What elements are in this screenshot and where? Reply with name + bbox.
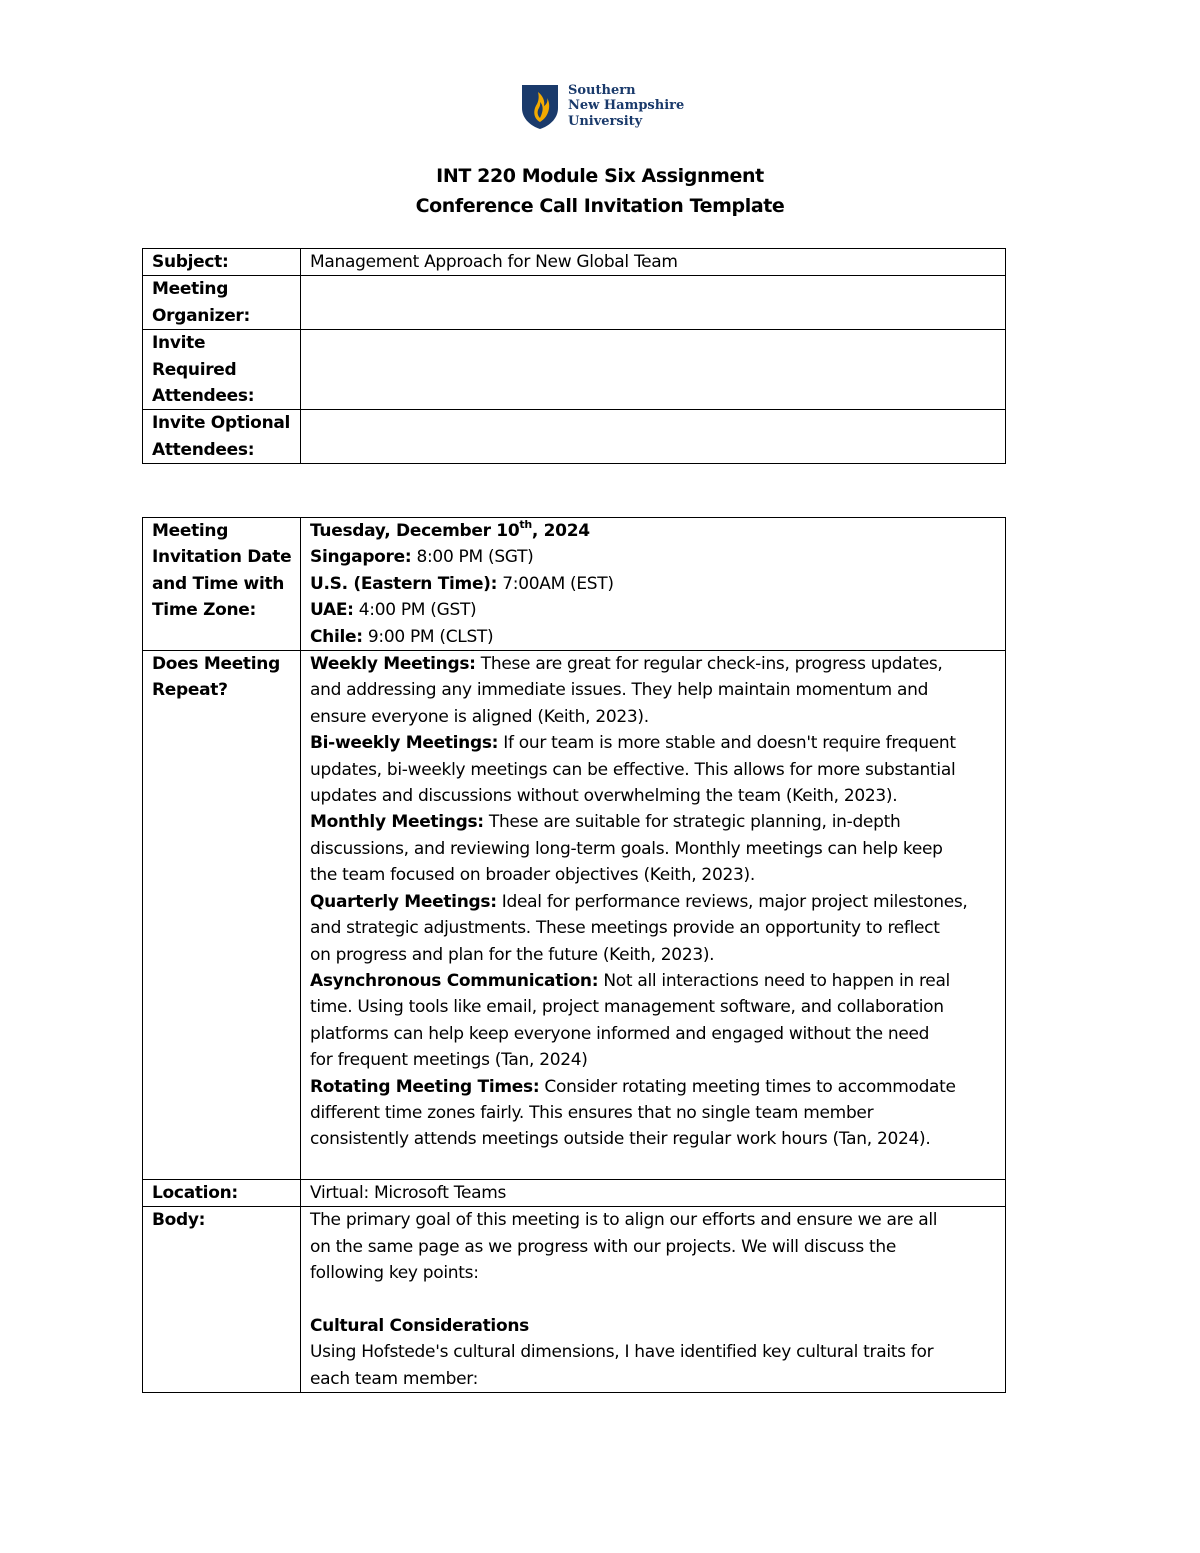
optional-attendees-label: Invite Optional Attendees: bbox=[143, 410, 301, 464]
logo-line-2: New Hampshire bbox=[568, 98, 685, 114]
repeat-field[interactable] bbox=[301, 651, 1006, 1180]
meeting-date: Tuesday, December 10th, 2024 bbox=[310, 518, 590, 541]
required-attendees-label: Invite Required Attendees: bbox=[143, 330, 301, 410]
required-attendees-field[interactable] bbox=[301, 330, 1006, 410]
subject-field[interactable]: Management Approach for New Global Team bbox=[301, 249, 1006, 276]
organizer-label: Meeting Organizer: bbox=[143, 276, 301, 330]
meeting-details-table bbox=[142, 517, 1006, 1393]
document-title: INT 220 Module Six Assignment bbox=[436, 165, 764, 187]
subject-row bbox=[143, 249, 1006, 276]
subject-label: Subject: bbox=[143, 249, 301, 276]
document-subtitle: Conference Call Invitation Template bbox=[415, 195, 785, 217]
logo-line-3: University bbox=[568, 113, 643, 129]
required-attendees-row bbox=[143, 330, 1006, 410]
time-us-eastern: U.S. (Eastern Time): 7:00AM (EST) bbox=[310, 573, 614, 594]
university-logo bbox=[520, 82, 684, 130]
body-label: Body: bbox=[143, 1207, 301, 1393]
location-row bbox=[143, 1179, 1006, 1206]
logo-line-1: Southern bbox=[568, 82, 636, 98]
optional-attendees-row bbox=[143, 410, 1006, 464]
repeat-item-rotating: Rotating Meeting Times: Consider rotating meeting times to accommodate different time zones fairly. This ensures that no single team member consistently attends meetings outside their regular work hours (Tan, 2024). bbox=[310, 1076, 956, 1150]
flame-shield-icon bbox=[520, 82, 560, 130]
cultural-considerations-heading: Cultural Considerations bbox=[310, 1315, 529, 1336]
repeat-label: Does Meeting Repeat? bbox=[143, 651, 301, 1180]
datetime-row bbox=[143, 518, 1006, 651]
optional-attendees-field[interactable] bbox=[301, 410, 1006, 464]
time-uae: UAE: 4:00 PM (GST) bbox=[310, 600, 477, 621]
repeat-item-quarterly: Quarterly Meetings: Ideal for performance reviews, major project milestones, and strategic adjustments. These meetings provide an opportunity to reflect on progress and plan for the future (Keith, 2023). bbox=[310, 891, 968, 965]
repeat-item-asynchronous: Asynchronous Communication: Not all interactions need to happen in real time. Using tools like email, project management software, and collaboration platforms can help keep everyone informed and engaged without the need for frequent meetings (Tan, 2024) bbox=[310, 970, 950, 1071]
repeat-item-weekly: Weekly Meetings: These are great for regular check-ins, progress updates, and addressing any immediate issues. They help maintain momentum and ensure everyone is aligned (Keith, 2023). bbox=[310, 654, 943, 727]
invitation-details-table bbox=[142, 248, 1006, 464]
body-field[interactable]: The primary goal of this meeting is to align our efforts and ensure we are all on the same page as we progress with our projects. We will discuss the following key points: Cultural Considerations Using Hofstede's cultural dimensions, I have identified key cultural traits for each team member: bbox=[301, 1207, 1006, 1393]
location-label: Location: bbox=[143, 1179, 301, 1206]
repeat-item-biweekly: Bi-weekly Meetings: If our team is more stable and doesn't require frequent updates, bi-weekly meetings can be effective. This allows for more substantial updates and discussions without overwhelming the team (Keith, 2023). bbox=[310, 733, 956, 807]
organizer-field[interactable] bbox=[301, 276, 1006, 330]
repeat-row bbox=[143, 651, 1006, 1180]
repeat-item-monthly: Monthly Meetings: These are suitable for strategic planning, in-depth discussions, and reviewing long-term goals. Monthly meetings can help keep the team focused on broader objectives (Keith, 2023). bbox=[310, 812, 943, 886]
time-chile: Chile: 9:00 PM (CLST) bbox=[310, 626, 494, 647]
organizer-row bbox=[143, 276, 1006, 330]
datetime-field[interactable] bbox=[301, 518, 1006, 651]
datetime-label: Meeting Invitation Date and Time with Time Zone: bbox=[143, 518, 301, 651]
body-row bbox=[143, 1207, 1006, 1393]
location-field[interactable]: Virtual: Microsoft Teams bbox=[301, 1179, 1006, 1206]
time-singapore: Singapore: 8:00 PM (SGT) bbox=[310, 547, 534, 568]
